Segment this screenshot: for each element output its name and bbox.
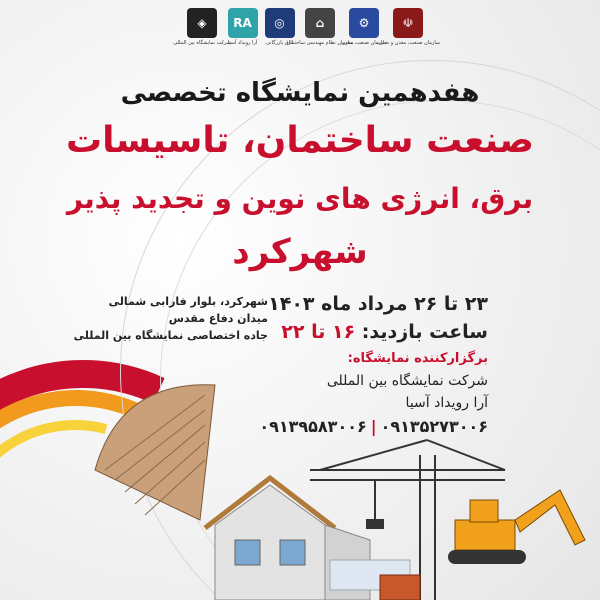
visiting-hours-value: ۱۶ تا ۲۲ — [281, 321, 356, 343]
organizer-label: برگزارکننده نمایشگاه: — [347, 351, 488, 366]
expo-company-logo-mark: ◈ — [187, 8, 217, 38]
excavator-graphic — [448, 490, 585, 564]
chamber-logo-caption: اتاق بازرگانی — [266, 40, 293, 46]
fan-dish-graphic — [95, 385, 215, 520]
organizer-line-1: شرکت نمایشگاه بین المللی — [326, 373, 488, 389]
exhibition-main-title: صنعت ساختمان، تاسیسات — [65, 120, 535, 161]
phone-1: ۰۹۱۳۵۲۷۳۰۰۶ — [380, 417, 488, 436]
engineering-org-logo-caption: سازمان نظام مهندسی ساختمان — [286, 40, 354, 46]
expo-company-logo-caption: شرکت نمایشگاه بین المللی — [173, 40, 231, 46]
address-line-3: جاده اختصاصی نمایشگاه بین المللی — [73, 329, 268, 342]
iran-emblem-logo-mark: ☫ — [393, 8, 423, 38]
exhibition-city: شهرکرد — [232, 232, 368, 272]
chamber-logo-mark: ◎ — [265, 8, 295, 38]
organizer-line-2: آرا رویداد آسیا — [405, 395, 488, 411]
phone-separator: | — [370, 417, 377, 436]
bricks-graphic — [380, 575, 420, 600]
industry-gear-logo-mark: ⚙ — [349, 8, 379, 38]
address-line-2: میدان دفاع مقدس — [168, 312, 268, 325]
exhibition-edition-title: هفدهمین نمایشگاه تخصصی — [120, 78, 480, 108]
engineering-org-logo-mark: ⌂ — [305, 8, 335, 38]
exhibition-subtitle: برق، انرژی های نوین و تجدید پذیر — [66, 182, 534, 215]
date-range: ۲۳ تا ۲۶ مرداد ماه ۱۴۰۳ — [268, 293, 488, 315]
phone-2: ۰۹۱۳۹۵۸۳۰۰۶ — [259, 417, 367, 436]
address-line-1: شهرکرد، بلوار فارابی شمالی — [108, 295, 268, 308]
iran-emblem-logo-caption: سازمان صنعت، معدن و تجارت — [375, 40, 441, 46]
ara-expo-logo-mark: RA — [228, 8, 258, 38]
ara-expo-logo-caption: آرا رویداد آسیا — [227, 40, 258, 46]
industry-gear-logo-caption: سازمان صنعت، معدن — [341, 40, 387, 46]
visiting-hours-label: ساعت بازدید: — [361, 321, 488, 343]
